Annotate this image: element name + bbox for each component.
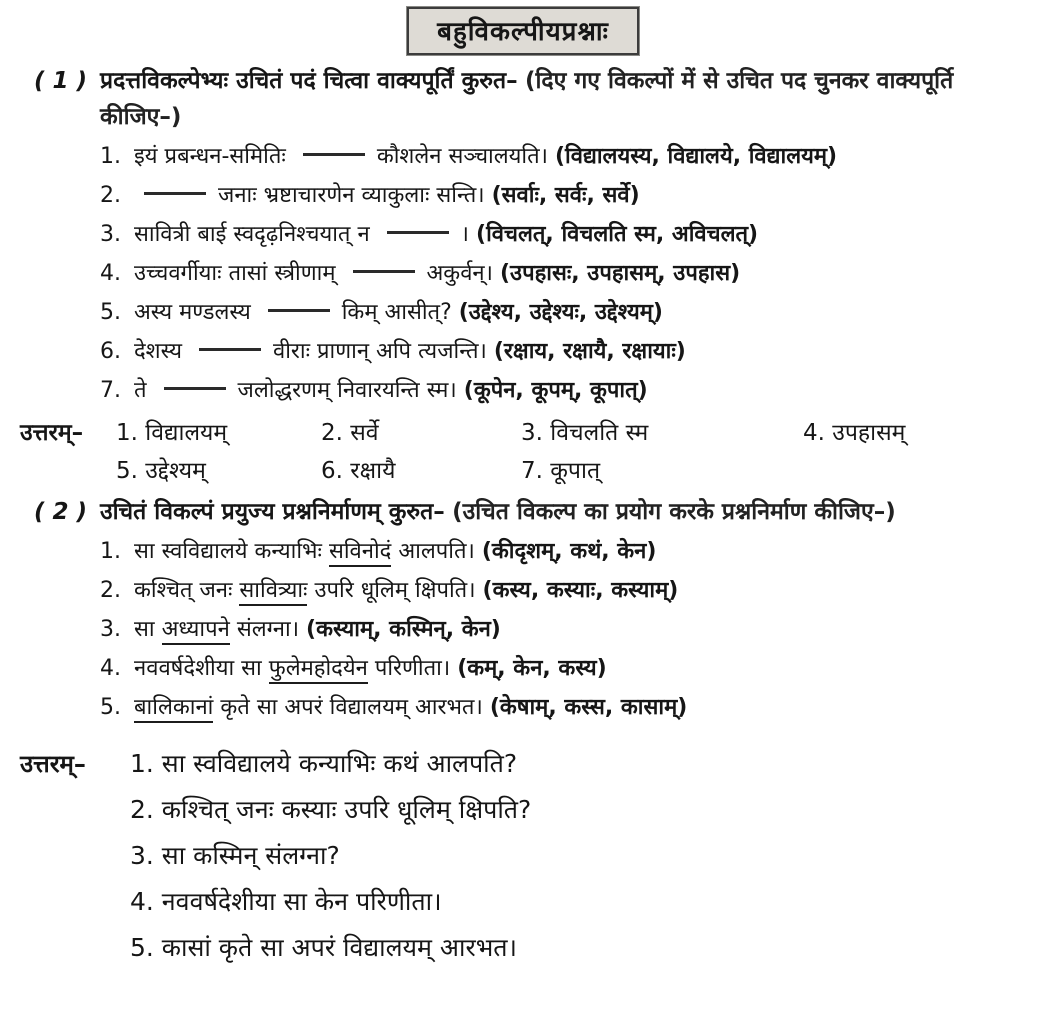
fill-in-blank — [199, 348, 261, 351]
item-text: देशस्य वीराः प्राणान् अपि त्यजन्ति। (रक्षाय, रक्षायै, रक्षायाः) — [134, 339, 686, 364]
underlined-word: बालिकानां — [134, 695, 213, 723]
answer-line: 4. नववर्षदेशीया सा केन परिणीता। — [130, 887, 442, 916]
item-options: (कम्, केन, कस्य) — [457, 656, 607, 681]
answers-label: उत्तरम्– — [20, 420, 84, 446]
question-1-answers — [20, 414, 1026, 490]
question-item — [20, 332, 1026, 371]
question-2-text — [100, 494, 896, 530]
item-text: सावित्री बाई स्वदृढ़निश्चयात् न । (विचलत्, विचलति स्म, अविचलत्) — [134, 222, 759, 247]
answers-label: उत्तरम्– — [20, 750, 86, 778]
item-number: 1. — [100, 144, 121, 169]
item-text: उच्चवर्गीयाः तासां स्त्रीणाम् अकुर्वन्। (उपहासः, उपहासम्, उपहास) — [134, 261, 741, 286]
question-2-number: ( 2 ) — [34, 499, 88, 525]
fill-in-blank — [303, 153, 365, 156]
item-options: (विचलत्, विचलति स्म, अविचलत्) — [476, 222, 759, 247]
question-item — [20, 293, 1026, 332]
item-text: जनाः भ्रष्टाचारणेन व्याकुलाः सन्ति। (सर्वाः, सर्वः, सर्वे) — [134, 176, 1026, 215]
answer-row — [116, 414, 1026, 452]
item-options: (उद्देश्य, उद्देश्यः, उद्देश्यम्) — [458, 300, 663, 325]
item-number: 3. — [100, 617, 121, 642]
item-number: 6. — [100, 339, 121, 364]
question-item — [20, 571, 1026, 610]
underlined-word: सावित्र्याः — [239, 578, 307, 606]
item-number: 5. — [100, 695, 121, 720]
item-options: (कस्य, कस्याः, कस्याम्) — [482, 578, 679, 603]
question-item — [20, 176, 1026, 215]
item-text: सा अध्यापने संलग्ना। (कस्याम्, कस्मिन्, केन) — [134, 610, 1026, 649]
question-item — [20, 137, 1026, 176]
answer-cell: 4. उपहासम् — [803, 420, 906, 446]
item-number: 5. — [100, 300, 121, 325]
item-options: (सर्वाः, सर्वः, सर्वे) — [491, 183, 640, 208]
question-1-number: ( 1 ) — [34, 68, 88, 94]
item-options: (उपहासः, उपहासम्, उपहास) — [499, 261, 741, 286]
question-2-answers — [20, 741, 1026, 971]
underlined-word: फुलेमहोदयेन — [269, 656, 368, 684]
question-1-hindi: (दिए गए विकल्पों में से उचित पद चुनकर वाक्यपूर्ति कीजिए–) — [100, 68, 954, 130]
item-text: अस्य मण्डलस्य किम् आसीत्? (उद्देश्य, उद्देश्यः, उद्देश्यम्) — [134, 300, 663, 325]
answer-cell: 1. विद्यालयम् — [116, 420, 228, 446]
answer-cell: 7. कूपात् — [521, 458, 601, 484]
answer-cell: 2. सर्वे — [321, 420, 379, 446]
answer-line: 5. कासां कृते सा अपरं विद्यालयम् आरभत। — [130, 933, 518, 962]
answer-line: 1. सा स्वविद्यालये कन्याभिः कथं आलपति? — [130, 749, 518, 778]
item-number: 3. — [100, 222, 121, 247]
question-item — [20, 688, 1026, 727]
question-2-section — [20, 494, 1026, 971]
item-options: (रक्षाय, रक्षायै, रक्षायाः) — [493, 339, 686, 364]
item-text: बालिकानां कृते सा अपरं विद्यालयम् आरभत। (केषाम्, कस्स, कासाम्) — [134, 688, 1026, 727]
item-options: (कीदृशम्, कथं, केन) — [481, 539, 657, 564]
item-number: 2. — [100, 578, 121, 603]
item-text: इयं प्रबन्धन-समितिः कौशलेन सञ्चालयति। (विद्यालयस्य, विद्यालये, विद्यालयम्) — [134, 144, 838, 169]
question-item — [20, 371, 1026, 410]
fill-in-blank — [144, 192, 206, 195]
question-1-answer-rows — [116, 414, 1026, 490]
question-2-hindi: (उचित विकल्प का प्रयोग करके प्रश्ननिर्माण कीजिए–) — [452, 499, 896, 525]
question-1-items — [20, 137, 1026, 410]
question-1-sanskrit: प्रदत्तविकल्पेभ्यः उचितं पदं चित्वा वाक्यपूर्तिं कुरुत– — [100, 68, 518, 94]
item-options: (कूपेन, कूपम्, कूपात्) — [463, 378, 648, 403]
fill-in-blank — [387, 231, 449, 234]
item-text: सा स्वविद्यालये कन्याभिः सविनोदं आलपति। (कीदृशम्, कथं, केन) — [134, 532, 1026, 571]
question-item — [20, 532, 1026, 571]
item-text: नववर्षदेशीया सा फुलेमहोदयेन परिणीता। (कम्, केन, कस्य) — [134, 649, 1026, 688]
fill-in-blank — [164, 387, 226, 390]
question-item — [20, 254, 1026, 293]
item-text: ते जलोद्धरणम् निवारयन्ति स्म। (कूपेन, कूपम्, कूपात्) — [134, 378, 648, 403]
item-text: कश्चित् जनः सावित्र्याः उपरि धूलिम् क्षिपति। (कस्य, कस्याः, कस्याम्) — [134, 571, 1026, 610]
question-2-sanskrit: उचितं विकल्पं प्रयुज्य प्रश्ननिर्माणम् कुरुत– — [100, 499, 445, 525]
question-item — [20, 215, 1026, 254]
answer-cell: 5. उद्देश्यम् — [116, 458, 206, 484]
answer-line: 2. कश्चित् जनः कस्याः उपरि धूलिम् क्षिपति? — [130, 795, 532, 824]
question-2-answer-list — [130, 741, 1026, 971]
title-row — [20, 7, 1026, 55]
underlined-word: सविनोदं — [329, 539, 391, 567]
item-options: (विद्यालयस्य, विद्यालये, विद्यालयम्) — [555, 144, 838, 169]
question-item — [20, 649, 1026, 688]
question-2-heading — [34, 494, 1026, 530]
question-1-heading — [34, 63, 1026, 135]
item-options: (केषाम्, कस्स, कासाम्) — [489, 695, 688, 720]
item-options: (कस्याम्, कस्मिन्, केन) — [306, 617, 501, 642]
item-number: 7. — [100, 378, 121, 403]
fill-in-blank — [268, 309, 330, 312]
question-1-section — [20, 63, 1026, 490]
answer-cell: 6. रक्षायै — [321, 458, 396, 484]
answer-row — [116, 452, 1026, 490]
item-number: 4. — [100, 261, 121, 286]
question-2-items — [20, 532, 1026, 727]
fill-in-blank — [353, 270, 415, 273]
item-number: 2. — [100, 183, 121, 208]
page-title: बहुविकल्पीयप्रश्नाः — [407, 7, 639, 55]
underlined-word: अध्यापने — [162, 617, 230, 645]
question-item — [20, 610, 1026, 649]
item-number: 4. — [100, 656, 121, 681]
question-1-text — [100, 63, 1026, 135]
item-number: 1. — [100, 539, 121, 564]
answer-cell: 3. विचलति स्म — [521, 420, 649, 446]
answer-line: 3. सा कस्मिन् संलग्ना? — [130, 841, 340, 870]
